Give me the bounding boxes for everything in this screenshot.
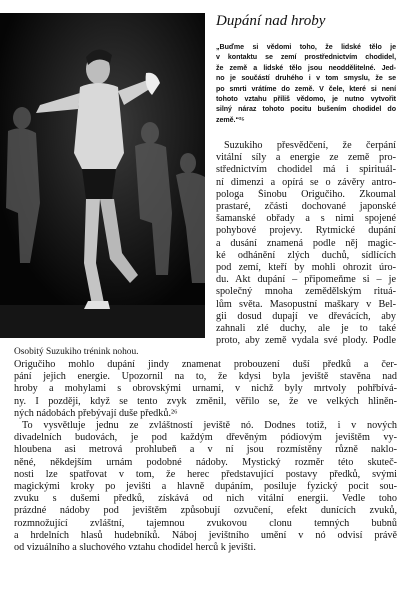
body-line: rozmnožující zvláštní, tajemnou zvukovou clonu temných bubnů: [14, 517, 397, 529]
body-line: hroby a mohylami s obrovskými urnami, v nichž byly mrtvoly pohřbívá-: [14, 383, 397, 395]
body-line: společný mnoha zemědělským rituá-: [216, 286, 396, 298]
body-line: divadelních budovách, je pod každým dřevěným pódiovým jevištěm vy-: [14, 432, 397, 444]
body-line: od vizuálního a sluchového vztahu chodidel herců k jevišti.: [14, 542, 256, 554]
body-line: ké odhánění zlých duchů, sídlících: [216, 249, 396, 261]
epigraph-quote: [216, 42, 396, 125]
quote-line: země.“²⁵: [216, 115, 245, 124]
body-line: proto, aby země vydala své plody. Podle: [216, 335, 396, 347]
quote-line: silný náraz tohoto pocitu bušením chodidel do: [216, 105, 396, 114]
quote-line: v kontaktu se zemí prostřednictvím chodidel,: [216, 53, 396, 62]
body-line: pohybové projevy. Rytmické dupání: [216, 225, 396, 237]
body-line: střednictvím chodidel má i spirituál-: [216, 164, 396, 176]
body-line: pologa Šinobu Origučiho. Zkoumal: [216, 188, 396, 200]
body-full-width-text: [14, 359, 397, 554]
body-line: lům světa. Masopustní maškary v Bel-: [216, 298, 396, 310]
body-line: zahnali zlé duchy, ale je to také: [216, 323, 396, 335]
body-line: a dusání znamená podle něj magic-: [216, 237, 396, 249]
body-line: vitální síly a energie ze země pro-: [216, 152, 396, 164]
body-line: ny. I později, když se tento zvyk změnil, věřilo se, že ve velkých hliněn-: [14, 395, 397, 407]
performance-photo: [0, 13, 205, 338]
body-line: Suzukiho přesvědčení, že čerpání: [224, 140, 396, 151]
body-line: ní dimenzi a opírá se o závěry antro-: [216, 176, 396, 188]
body-column-text: [216, 140, 396, 347]
body-line: prastaré, zčásti dochované japonské: [216, 201, 396, 213]
body-line: šamanské obřady a s nimi spojené: [216, 213, 396, 225]
body-line: ných nádobách přebývají duše předků.²⁶: [14, 407, 178, 419]
body-line: pod zemí, kteří by mohli ohrozit úro-: [216, 262, 396, 274]
quote-line: „Buďme si vědomi toho, že lidské tělo je: [216, 43, 396, 51]
body-line: zvuku s dušemi předků, získává od nich vitální energii. Vedle toho: [14, 493, 397, 505]
body-line: prázdné nádoby pod jevištěm způsobují ozvučení, efekt dunících zvuků,: [14, 505, 397, 517]
body-line: To vysvětluje jednu ze zvláštností jeviště nó. Dodnes totiž, i v nových: [22, 420, 397, 432]
body-line: magickými kroky po jevišti a hlavně dupáním, posiluje fyzický pocit sou-: [14, 481, 397, 493]
body-line: gii dosud dupají ve dřevácích, aby: [216, 310, 396, 322]
body-line: du. Akt dupání – připomeňme si – je: [216, 274, 396, 286]
photo-caption: Osobitý Suzukiho trénink nohou.: [14, 347, 139, 357]
quote-line: no je součástí druhého i v tom smyslu, že se: [216, 74, 396, 83]
body-line: pání jejich energie. Upozornil na to, že kdysi byla jeviště stavěna nad: [14, 371, 397, 383]
body-line: Origučiho mohlo dupání jindy znamenat probouzení duší předků a čer-: [14, 359, 397, 370]
dancer-figure-illustration: [0, 13, 205, 338]
quote-line: tohoto vztahu příliš vědomo, je nutno vytvořit: [216, 95, 396, 104]
body-line: nosti lze spatřovat v tom, že herec představující postavy předků, svými: [14, 468, 397, 480]
quote-line: že země a lidské tělo jsou neoddělitelné. Jed-: [216, 63, 396, 72]
section-heading: Dupání nad hroby: [216, 13, 326, 29]
quote-line: po smrti vrátíme do země. V čele, které si není: [216, 84, 396, 93]
body-line: něné, někdejším urnám podobné nádoby. Mystický rozměr této skuteč-: [14, 456, 397, 468]
body-line: a hrdelních hlasů hudebníků. Náboj jevištního umění v nó odvisí právě: [14, 529, 397, 541]
body-line: hloubena asi metrová prohlubeň a v ní jsou rozmístěny různě naklo-: [14, 444, 397, 456]
